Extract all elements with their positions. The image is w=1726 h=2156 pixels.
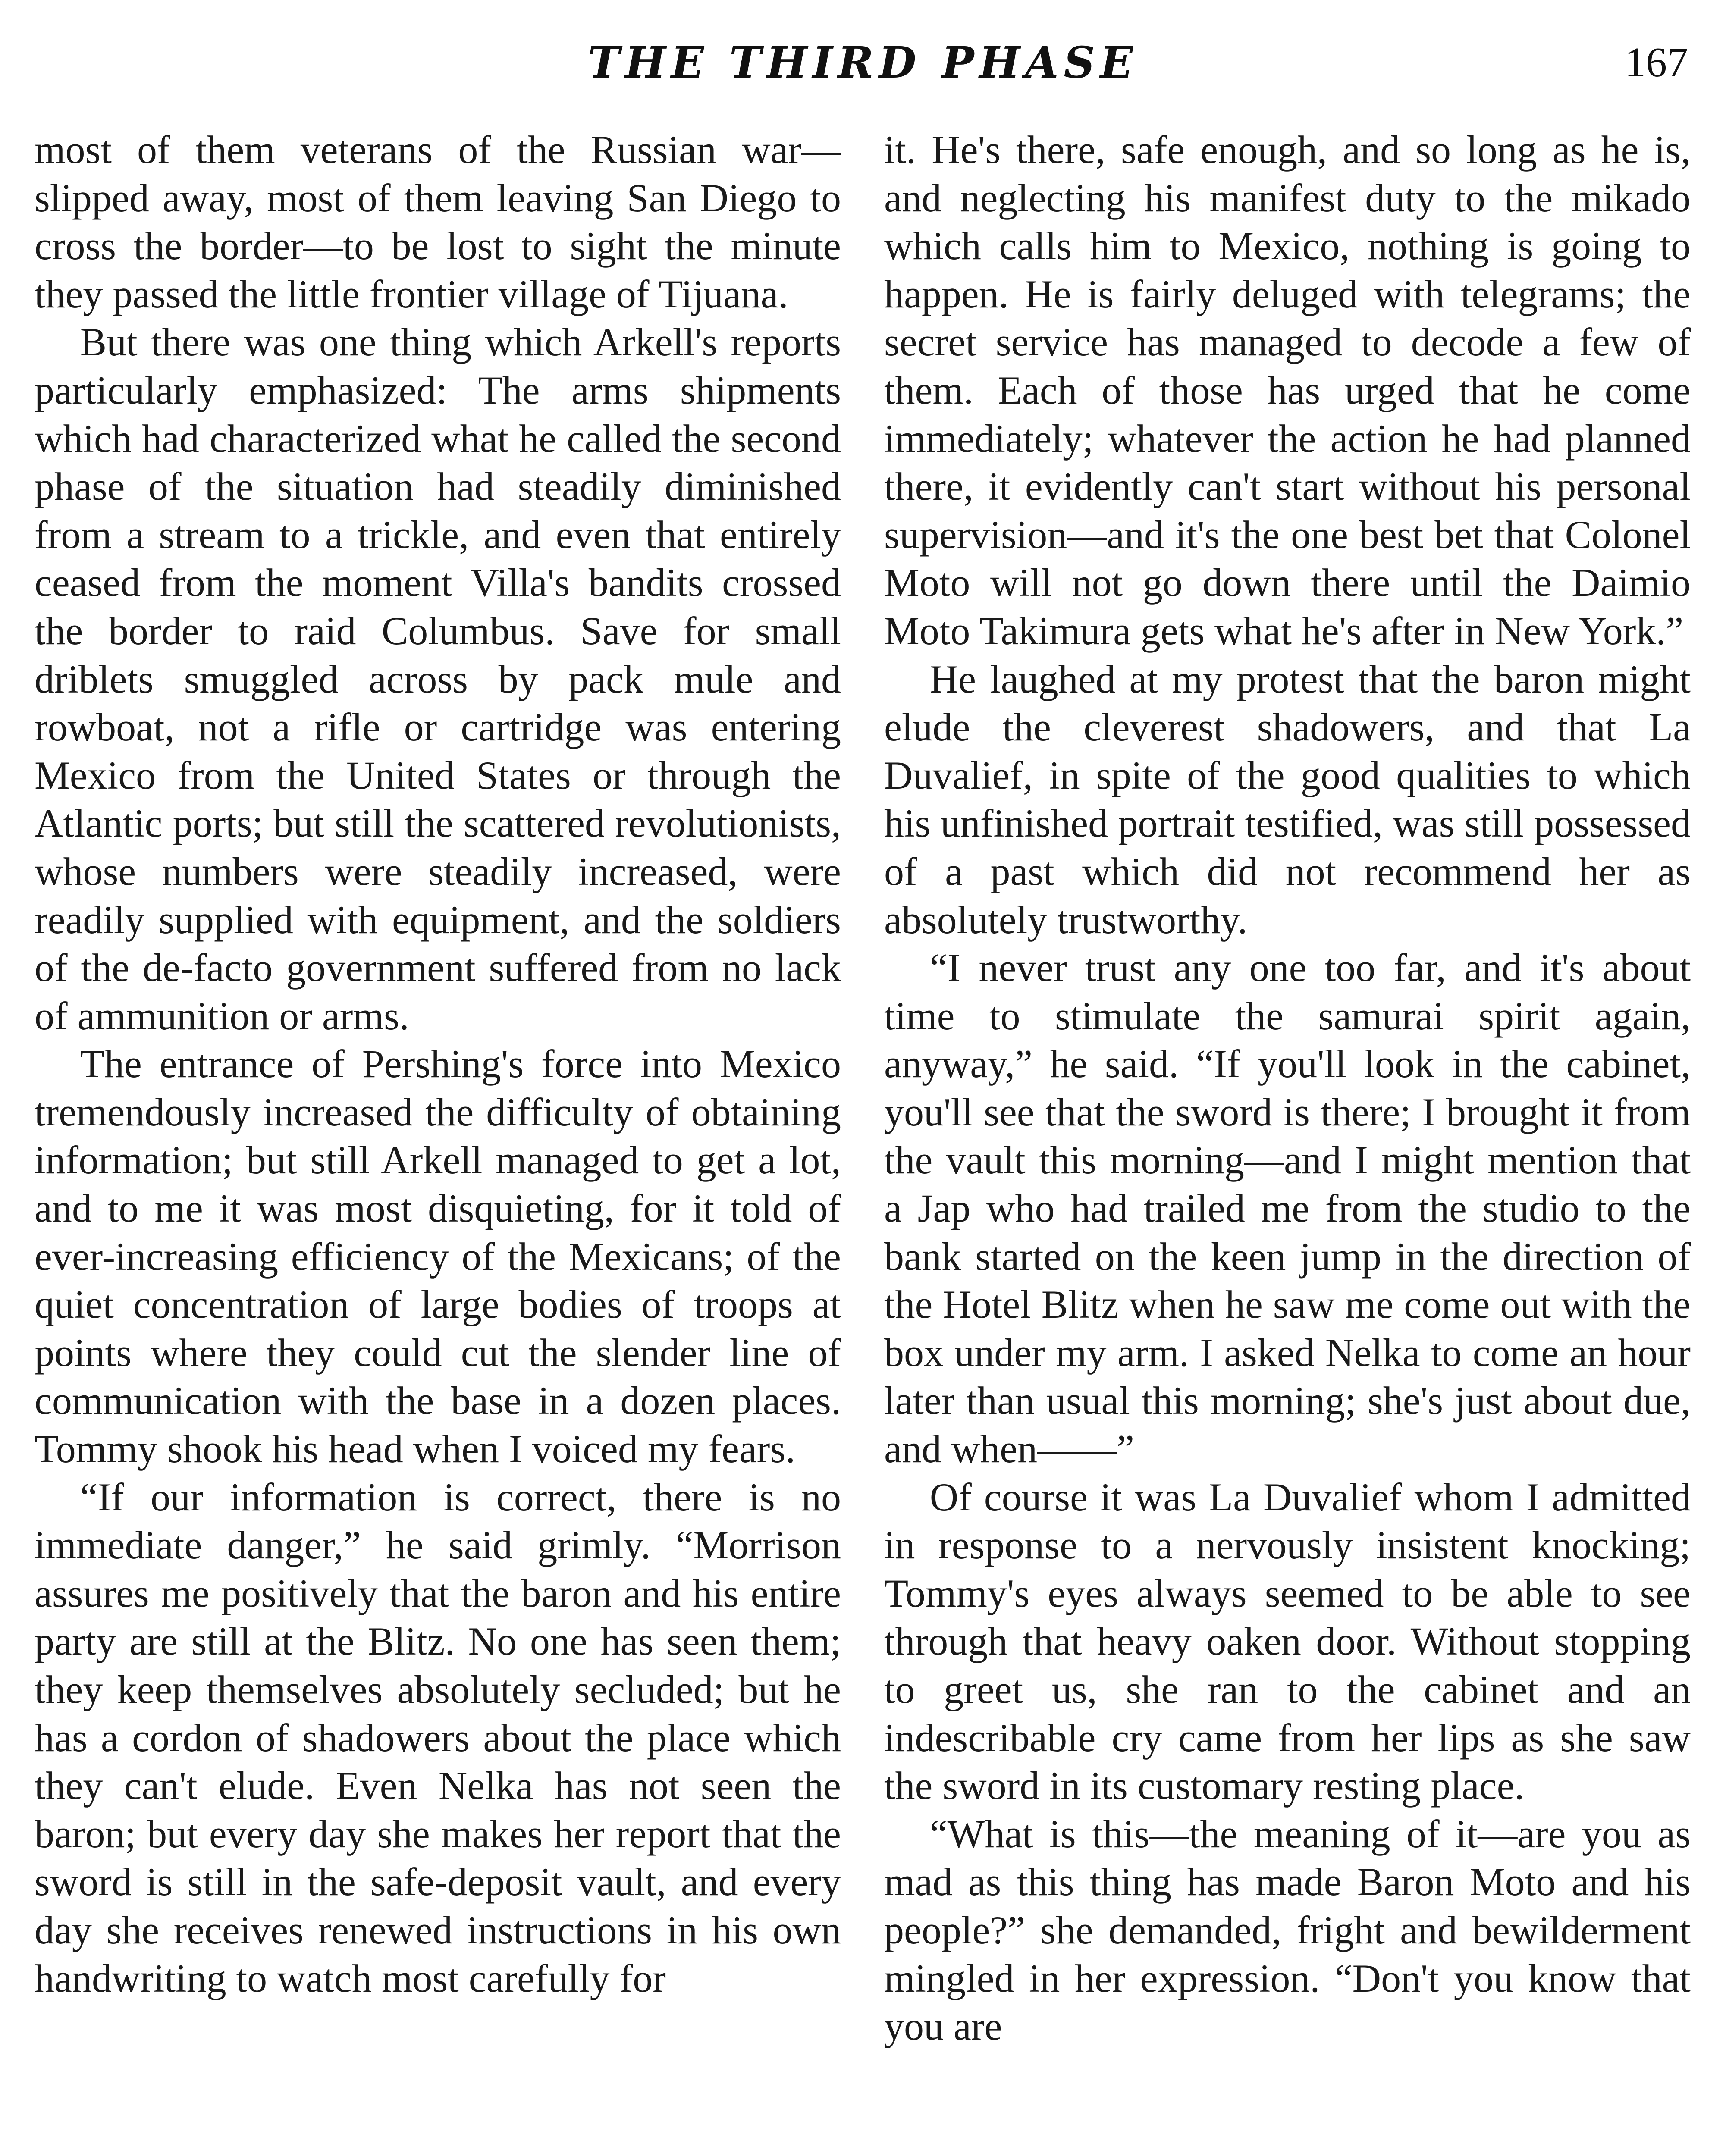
- paragraph: But there was one thing which Arkell's reports particularly emphasized: The arms shipments which had characterized what he called the second phase of the situation had steadily diminished from a stream to a trickle, and even that entirely ceased from the moment Villa's bandits crossed the border to raid Columbus. Save for small driblets smuggled across by pack mule and rowboat, not a rifle or cartridge was entering Mexico from the United States or through the Atlantic ports; but still the scattered revolutionists, whose numbers were steadily increased, were readily supplied with equipment, and the soldiers of the de-facto government suffered from no lack of ammunition or arms.: [35, 320, 841, 1038]
- paragraph: it. He's there, safe enough, and so long as he is, and neglecting his manifest duty to the mikado which calls him to Mexico, nothing is going to happen. He is fairly deluged with telegrams; the secret service has managed to decode a few of them. Each of those has urged that he come immediately; whatever the action he had planned there, it evidently can't start without his personal supervision—and it's the one best bet that Colonel Moto will not go down there until the Daimio Moto Takimura gets what he's after in New York.”: [884, 128, 1691, 653]
- paragraph: “If our information is correct, there is no immediate danger,” he said grimly. “Morrison assures me positively that the baron and his entire party are still at the Blitz. No one has seen them; they keep themselves absolutely secluded; but he has a cordon of shadowers about the place which they can't elude. Even Nelka has not seen the baron; but every day she makes her report that the sword is still in the safe-deposit vault, and every day she receives renewed instructions in his own handwriting to watch most carefully for: [35, 1475, 841, 2000]
- paragraph: most of them veterans of the Russian war—slipped away, most of them leaving San Diego to cross the border—to be lost to sight the minute they passed the little frontier village of Tijuana.: [35, 128, 841, 316]
- paragraph: “What is this—the meaning of it—are you as mad as this thing has made Baron Moto and his people?” she demanded, fright and bewilderment mingled in her expression. “Don't you know that you are: [884, 1811, 1691, 2049]
- running-head: [0, 32, 1726, 93]
- paragraph: The entrance of Pershing's force into Mexico tremendously increased the difficulty of obtaining information; but still Arkell managed to get a lot, and to me it was most disquieting, for it told of ever-increasing efficiency of the Mexicans; of the quiet concentration of large bodies of troops at points where they could cut the slender line of communication with the base in a dozen places. Tommy shook his head when I voiced my fears.: [35, 1042, 841, 1471]
- running-title: THE THIRD PHASE: [588, 37, 1138, 88]
- left-column: [35, 126, 841, 2156]
- right-column: [884, 126, 1691, 2156]
- paragraph: “I never trust any one too far, and it's about time to stimulate the samurai spirit again, anyway,” he said. “If you'll look in the cabinet, you'll see that the sword is there; I brought it from the vault this morning—and I might mention that a Jap who had trailed me from the studio to the bank started on the keen jump in the direction of the Hotel Blitz when he saw me come out with the box under my arm. I asked Nelka to come an hour later than usual this morning; she's just about due, and when——”: [884, 946, 1691, 1471]
- paragraph: He laughed at my protest that the baron might elude the cleverest shadowers, and that La Duvalief, in spite of the good qualities to which his unfinished portrait testified, was still possessed of a past which did not recommend her as absolutely trustworthy.: [884, 657, 1691, 942]
- page-number: 167: [1625, 39, 1688, 86]
- paragraph: Of course it was La Duvalief whom I admitted in response to a nervously insistent knocking; Tommy's eyes always seemed to be able to see through that heavy oaken door. Without stopping to greet us, she ran to the cabinet and an indescribable cry came from her lips as she saw the sword in its customary resting place.: [884, 1475, 1691, 1808]
